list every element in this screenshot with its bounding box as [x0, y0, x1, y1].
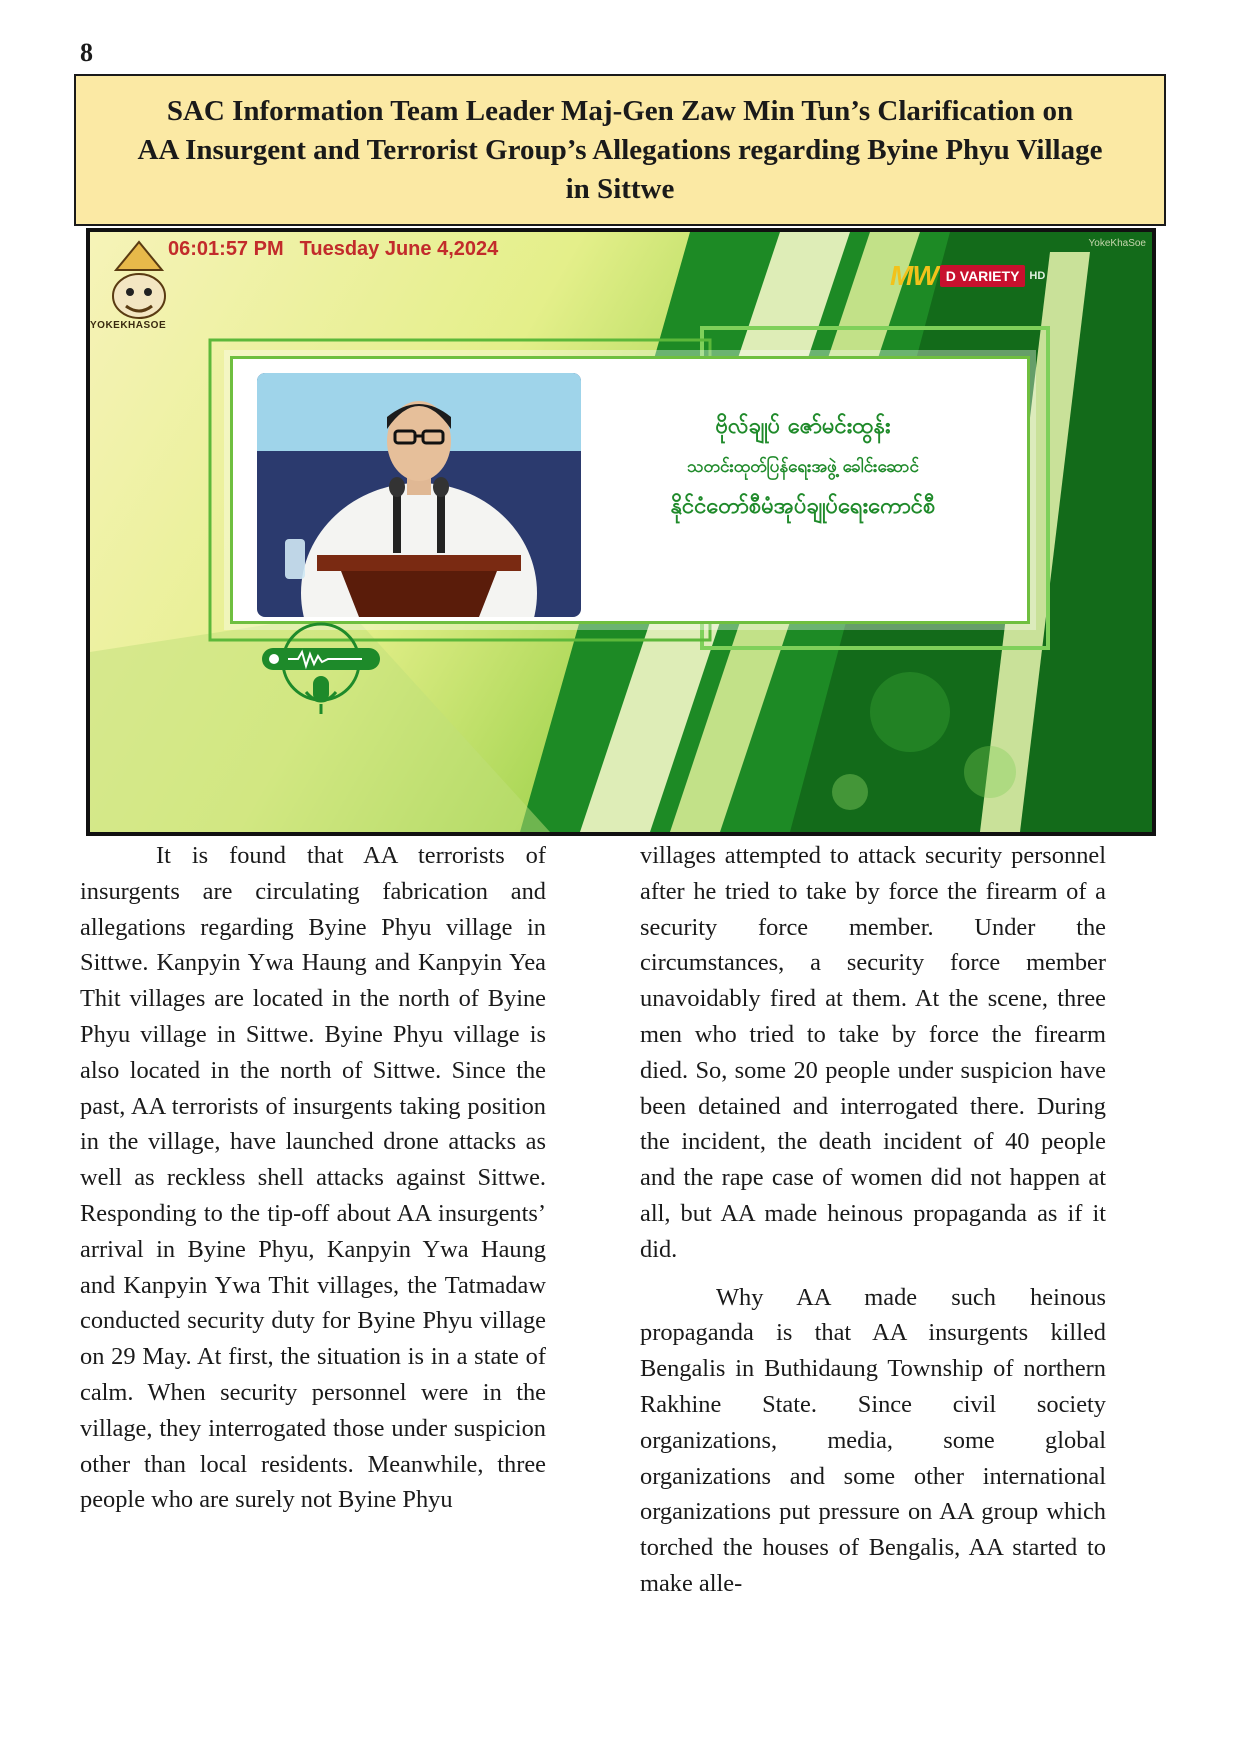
broadcast-timestamp — [168, 238, 498, 261]
channel-logo-hd: HD — [1029, 270, 1046, 282]
article-title-line-1: SAC Information Team Leader Maj-Gen Zaw Min Tun’s Clarification on — [166, 94, 1074, 127]
article-title-line-2: AA Insurgent and Terrorist Group’s Allegations regarding Byine Phyu Village — [137, 133, 1103, 166]
myanmar-caption — [593, 407, 1013, 527]
broadcast-time: 06:01:57 PM — [168, 238, 284, 260]
article-title-line-3: in Sittwe — [565, 172, 675, 205]
broadcast-date: Tuesday June 4,2024 — [299, 238, 499, 260]
article-title-box — [74, 74, 1166, 226]
body-paragraph-1: It is found that AA terrorists of insurgents are circulating fabrication and allegations regarding Byine Phyu village in Sittwe. Kanpyin Ywa Haung and Kanpyin Yea Thit villages are located in the north of Byine Phyu village in Sittwe. Byine Phyu village is also located in the north of Sittwe. Since the past, AA terrorists of insurgents taking position in the village, have launched drone attacks as well as reckless shell attacks against Sittwe. Responding to the tip-off about AA insurgents’ arrival in Byine Phyu, Kanpyin Ywa Haung and Kanpyin Ywa Thit villages, the Tatmadaw conducted security duty for Byine Phyu village on 29 May. At first, the situation is in a state of calm. When security personnel were in the village, they interrogated those under suspicion other than local residents. Meanwhile, three people who are surely not Byine Phyu — [80, 842, 546, 1514]
corner-watermark: YokeKhaSoe — [1088, 238, 1146, 249]
caption-line-2: သတင်းထုတ်ပြန်ရေးအဖွဲ့ ခေါင်းဆောင် — [687, 457, 919, 477]
body-paragraph-3: Why AA made such heinous propaganda is that AA insurgents killed Bengalis in Buthidaung Township of northern Rakhine State. Since civil society organizations, media, some global organizations and some other international organizations put pressure on AA group which torched the houses of Bengalis, AA started to make alle- — [640, 1283, 1106, 1597]
channel-logo-mw: MW — [890, 260, 938, 291]
mascot-label: YOKEKHASOE — [90, 320, 167, 331]
broadcast-screenshot-photo — [86, 228, 1156, 836]
caption-line-3: နိုင်ငံတော်စီမံအုပ်ချုပ်ရေးကောင်စီ — [670, 494, 936, 519]
microphone-badge-icon — [258, 622, 384, 716]
page-number: 8 — [80, 38, 93, 67]
caption-panel — [230, 356, 1030, 624]
article-column-right — [640, 838, 1106, 1602]
article-column-left — [80, 838, 546, 1518]
body-paragraph-2: villages attempted to attack security personnel after he tried to take by force the firearm of a security force member. Under the circumstances, a security force member unavoidably fired at them. At the scene, three men who tried to take by force the firearm died. So, some 20 people under suspicion have been detained and interrogated there. During the incident, the death incident of 40 people and the rape case of women did not happen at all, but AA made heinous propaganda as if it did. — [640, 842, 1106, 1263]
speaker-at-podium-image — [257, 373, 581, 617]
channel-logo — [890, 260, 1045, 292]
channel-logo-variety: D VARIETY — [940, 265, 1026, 287]
caption-line-1: ဗိုလ်ချုပ် ဇော်မင်းထွန်း — [715, 414, 891, 439]
